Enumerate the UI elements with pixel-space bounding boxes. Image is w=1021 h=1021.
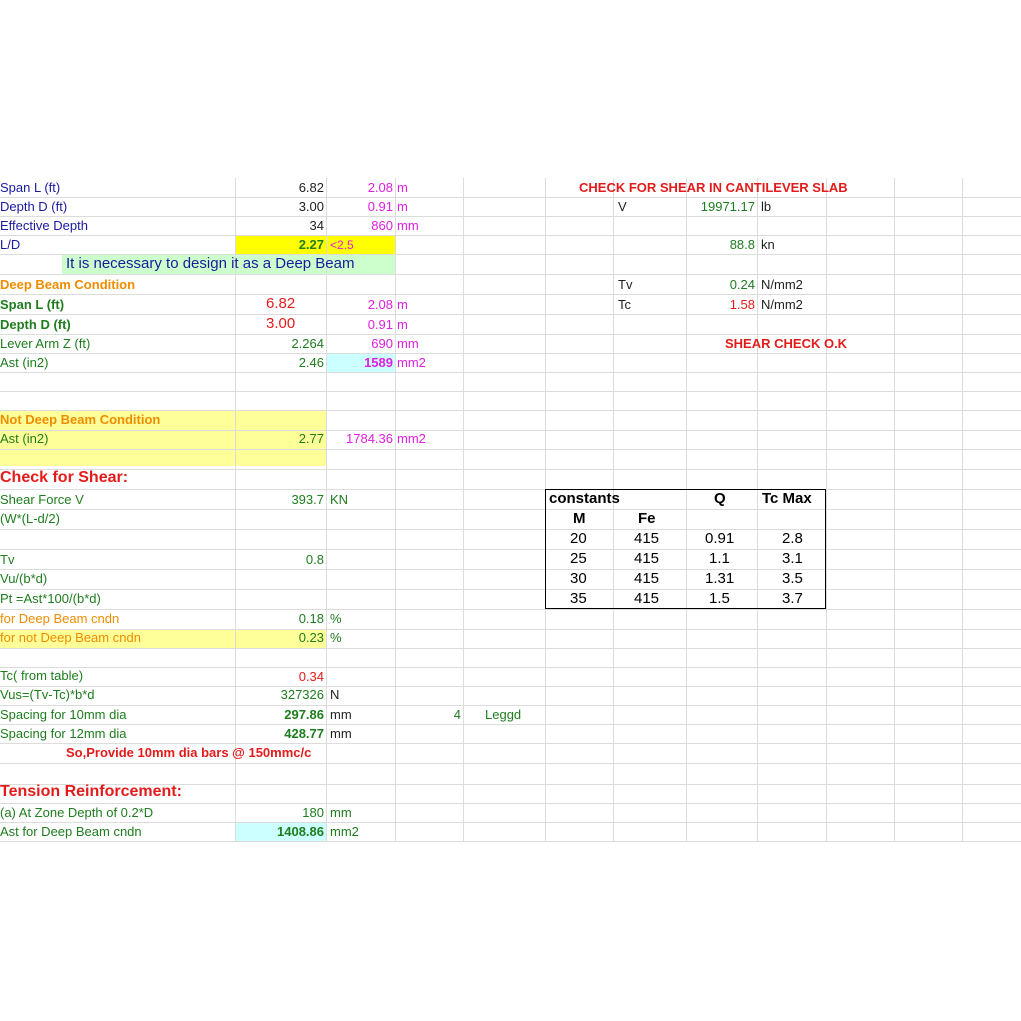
spacing-12-label: Spacing for 12mm dia	[0, 726, 127, 741]
not-deep-ast-mm2: 1784.36	[346, 431, 393, 446]
shear-force-label: Shear Force V	[0, 492, 84, 507]
pt-label: Pt =Ast*100/(b*d)	[0, 591, 101, 606]
const-tc: 3.5	[782, 570, 803, 587]
legs-count: 4	[453, 707, 461, 722]
legs-label: Leggd	[485, 707, 522, 722]
const-tc: 3.1	[782, 550, 803, 567]
lever-arm-label: Lever Arm Z (ft)	[0, 336, 91, 351]
deep-beam-message: It is necessary to design it as a Deep Beam	[66, 255, 355, 272]
const-fe: 415	[634, 570, 660, 587]
tv-label: Tv	[0, 552, 15, 567]
zone-depth-val: 180	[302, 805, 324, 820]
eff-depth-label: Effective Depth	[0, 218, 88, 233]
span-label: Span L (ft)	[0, 180, 61, 195]
pt-not-deep-val: 0.23	[298, 630, 324, 645]
not-deep-ast-val: 2.77	[298, 431, 324, 446]
tc-val: 0.34	[298, 669, 324, 684]
span-ft: 6.82	[298, 180, 324, 195]
const-tc: 2.8	[782, 530, 803, 547]
lever-arm-val: 2.264	[291, 336, 324, 351]
spacing-12-unit: mm	[330, 726, 352, 741]
kn-val: 88.8	[729, 237, 755, 252]
v-unit: lb	[761, 199, 772, 214]
eff-depth-mm: 860	[371, 218, 393, 233]
depth-unit: m	[397, 199, 408, 214]
vus-val: 327326	[280, 687, 324, 702]
pt-not-deep-pct: %	[330, 630, 342, 645]
zone-depth-label: (a) At Zone Depth of 0.2*D	[0, 805, 154, 820]
shear-check-result: SHEAR CHECK O.K	[725, 336, 848, 351]
deep-depth-ft: 3.00	[266, 315, 296, 332]
right-tv-label: Tv	[618, 277, 633, 292]
spacing-10-unit: mm	[330, 707, 352, 722]
deep-span-m: 2.08	[367, 297, 393, 312]
const-q: 1.1	[709, 550, 730, 567]
ld-val: 2.27	[298, 237, 324, 252]
depth-m: 0.91	[367, 199, 393, 214]
m-header: M	[573, 510, 586, 527]
depth-ft: 3.00	[298, 199, 324, 214]
ast-deep-label: Ast for Deep Beam cndn	[0, 824, 142, 839]
constants-title: constants	[549, 490, 620, 507]
vus-unit: N	[330, 687, 340, 702]
ast-label: Ast (in2)	[0, 355, 49, 370]
not-deep-ast-unit: mm2	[397, 431, 426, 446]
pt-deep-val: 0.18	[298, 611, 324, 626]
right-tv-unit: N/mm2	[761, 277, 803, 292]
ld-label: L/D	[0, 237, 21, 252]
q-header: Q	[714, 490, 726, 507]
spacing-12-val: 428.77	[284, 726, 324, 741]
lever-arm-unit: mm	[397, 336, 419, 351]
deep-span-label: Span L (ft)	[0, 297, 65, 312]
const-m: 20	[570, 530, 587, 547]
tv-val: 0.8	[305, 552, 324, 567]
right-tc-val: 1.58	[729, 297, 755, 312]
const-fe: 415	[634, 550, 660, 567]
deep-depth-label: Depth D (ft)	[0, 317, 71, 332]
tension-heading: Tension Reinforcement:	[0, 783, 182, 800]
not-deep-heading: Not Deep Beam Condition	[0, 412, 161, 427]
ast-deep-val: 1408.86	[277, 824, 324, 839]
shear-force-val: 393.7	[291, 492, 324, 507]
const-fe: 415	[634, 590, 660, 607]
const-q: 1.31	[705, 570, 735, 587]
right-tc-label: Tc	[618, 297, 631, 312]
tc-label: Tc( from table)	[0, 668, 84, 683]
vus-label: Vus=(Tv-Tc)*b*d	[0, 687, 95, 702]
eff-depth-val: 34	[309, 218, 324, 233]
spacing-10-label: Spacing for 10mm dia	[0, 707, 127, 722]
fe-header: Fe	[638, 510, 656, 527]
spreadsheet-grid	[0, 178, 1021, 842]
shear-formula: (W*(L-d/2)	[0, 511, 60, 526]
span-unit: m	[397, 180, 408, 195]
const-tc: 3.7	[782, 590, 803, 607]
const-fe: 415	[634, 530, 660, 547]
span-m: 2.08	[367, 180, 393, 195]
const-m: 35	[570, 590, 587, 607]
cantilever-shear-title: CHECK FOR SHEAR IN CANTILEVER SLAB	[579, 180, 848, 195]
pt-not-deep-label: for not Deep Beam cndn	[0, 630, 141, 645]
ld-note: <2.5	[330, 238, 354, 252]
tc-max-header: Tc Max	[762, 490, 812, 507]
shear-force-unit: KN	[330, 492, 349, 507]
ast-val: 2.46	[298, 355, 324, 370]
const-q: 0.91	[705, 530, 735, 547]
lever-arm-mm: 690	[371, 336, 393, 351]
pt-deep-pct: %	[330, 611, 342, 626]
deep-depth-unit: m	[397, 317, 408, 332]
zone-depth-unit: mm	[330, 805, 352, 820]
kn-unit: kn	[761, 237, 775, 252]
deep-depth-m: 0.91	[367, 317, 393, 332]
eff-depth-unit: mm	[397, 218, 419, 233]
v-label: V	[618, 199, 627, 214]
depth-label: Depth D (ft)	[0, 199, 68, 214]
deep-span-ft: 6.82	[266, 295, 296, 312]
ast-deep-unit: mm2	[330, 824, 359, 839]
provide-note: So,Provide 10mm dia bars @ 150mmc/c	[66, 745, 312, 760]
spacing-10-val: 297.86	[284, 707, 324, 722]
ast-mm2: 1589	[364, 355, 393, 370]
deep-beam-heading: Deep Beam Condition	[0, 277, 136, 292]
pt-deep-label: for Deep Beam cndn	[0, 611, 120, 626]
right-tv-val: 0.24	[729, 277, 755, 292]
right-tc-unit: N/mm2	[761, 297, 803, 312]
deep-span-unit: m	[397, 297, 408, 312]
v-val: 19971.17	[700, 199, 755, 214]
check-shear-heading: Check for Shear:	[0, 469, 129, 486]
vu-label: Vu/(b*d)	[0, 571, 48, 586]
not-deep-ast-label: Ast (in2)	[0, 431, 49, 446]
const-m: 30	[570, 570, 587, 587]
const-m: 25	[570, 550, 587, 567]
const-q: 1.5	[709, 590, 730, 607]
ast-mm2-unit: mm2	[397, 355, 426, 370]
